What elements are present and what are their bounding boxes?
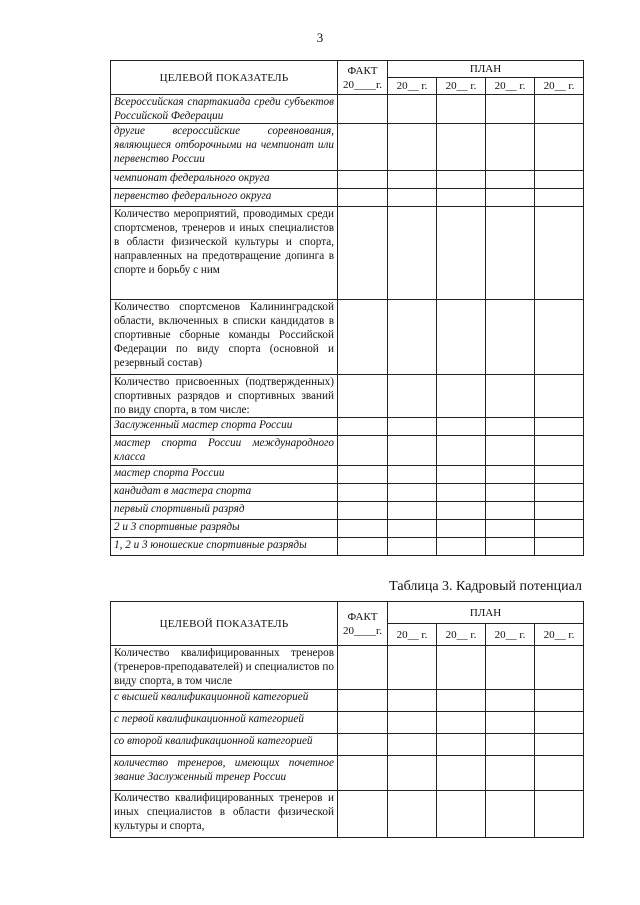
plan-value-cell[interactable] [437,207,486,300]
plan-value-cell[interactable] [535,538,584,556]
plan-value-cell[interactable] [535,95,584,124]
table-caption: Таблица 3. Кадровый потенциал [389,579,582,594]
plan-value-cell[interactable] [388,418,437,436]
plan-value-cell[interactable] [388,734,437,756]
plan-header: ПЛАН [388,602,584,624]
fact-value-cell[interactable] [338,734,388,756]
fact-value-cell[interactable] [338,484,388,502]
table-body [111,646,584,838]
indicator-cell: 2 и 3 спортивные разряды [111,520,338,538]
plan-value-cell[interactable] [486,712,535,734]
plan-value-cell[interactable] [535,712,584,734]
plan-value-cell[interactable] [535,791,584,838]
plan-value-cell[interactable] [437,189,486,207]
plan-value-cell[interactable] [535,436,584,466]
plan-year-1: 20__ г. [388,624,437,646]
fact-value-cell[interactable] [338,538,388,556]
indicator-cell: другие всероссийские соревнования, являющиеся отборочными на чемпионат или первенство России [111,124,338,171]
table-row [111,690,584,712]
fact-value-cell[interactable] [338,791,388,838]
plan-value-cell[interactable] [486,171,535,189]
plan-value-cell[interactable] [486,300,535,375]
plan-year-4: 20__ г. [535,624,584,646]
fact-value-cell[interactable] [338,418,388,436]
table-row [111,418,584,436]
fact-value-cell[interactable] [338,756,388,791]
table-body [111,95,584,556]
table-row [111,124,584,171]
table-indicators [110,60,584,556]
plan-value-cell[interactable] [486,124,535,171]
fact-value-cell[interactable] [338,712,388,734]
plan-value-cell[interactable] [388,124,437,171]
plan-value-cell[interactable] [388,375,437,418]
plan-value-cell[interactable] [388,646,437,690]
plan-value-cell[interactable] [437,484,486,502]
fact-value-cell[interactable] [338,124,388,171]
page-number: 3 [316,30,324,45]
plan-value-cell[interactable] [535,124,584,171]
fact-value-cell[interactable] [338,690,388,712]
table-row [111,791,584,838]
table-row [111,484,584,502]
table-row [111,646,584,690]
plan-value-cell[interactable] [535,484,584,502]
indicator-header: ЦЕЛЕВОЙ ПОКАЗАТЕЛЬ [111,61,338,95]
table-row [111,436,584,466]
plan-value-cell[interactable] [535,171,584,189]
plan-value-cell[interactable] [388,502,437,520]
plan-value-cell[interactable] [388,189,437,207]
plan-value-cell[interactable] [535,502,584,520]
plan-value-cell[interactable] [388,466,437,484]
fact-value-cell[interactable] [338,300,388,375]
plan-value-cell[interactable] [535,466,584,484]
table-row [111,734,584,756]
fact-value-cell[interactable] [338,95,388,124]
plan-value-cell[interactable] [437,646,486,690]
fact-value-cell[interactable] [338,189,388,207]
plan-value-cell[interactable] [486,484,535,502]
plan-value-cell[interactable] [486,418,535,436]
plan-year-2: 20__ г. [437,624,486,646]
plan-value-cell[interactable] [535,690,584,712]
plan-value-cell[interactable] [486,520,535,538]
table-row [111,520,584,538]
indicator-cell: мастер спорта России международного класса [111,436,338,466]
table-row [111,375,584,418]
plan-value-cell[interactable] [388,791,437,838]
indicator-cell: с высшей квалификационной категорией [111,690,338,712]
indicator-cell: мастер спорта России [111,466,338,484]
plan-value-cell[interactable] [535,375,584,418]
table-staff [110,601,584,838]
table-row [111,538,584,556]
plan-year-3: 20__ г. [486,78,535,95]
fact-header [338,61,388,95]
table-row [111,300,584,375]
plan-value-cell[interactable] [388,712,437,734]
table-row [111,502,584,520]
plan-value-cell[interactable] [486,502,535,520]
plan-year-2: 20__ г. [437,78,486,95]
plan-value-cell[interactable] [437,756,486,791]
plan-value-cell[interactable] [437,95,486,124]
plan-value-cell[interactable] [486,538,535,556]
indicator-cell: Количество спортсменов Калининградской области, включенных в списки кандидатов в спортивные сборные команды Российской Федерации по виду спорта (основной и резервный состав) [111,300,338,375]
fact-value-cell[interactable] [338,520,388,538]
plan-value-cell[interactable] [535,207,584,300]
plan-value-cell[interactable] [388,690,437,712]
plan-value-cell[interactable] [486,189,535,207]
plan-value-cell[interactable] [437,418,486,436]
indicator-cell: 1, 2 и 3 юношеские спортивные разряды [111,538,338,556]
fact-value-cell[interactable] [338,375,388,418]
plan-value-cell[interactable] [437,538,486,556]
table-row [111,189,584,207]
plan-value-cell[interactable] [388,520,437,538]
fact-year: 20____г. [342,624,383,637]
plan-value-cell[interactable] [486,375,535,418]
indicator-cell: Количество квалифицированных тренеров и иных специалистов в области физической культуры и спорта, [111,791,338,838]
plan-value-cell[interactable] [437,712,486,734]
plan-value-cell[interactable] [535,520,584,538]
indicator-cell: первенство федерального округа [111,189,338,207]
plan-value-cell[interactable] [486,791,535,838]
fact-value-cell[interactable] [338,502,388,520]
plan-value-cell[interactable] [388,538,437,556]
plan-value-cell[interactable] [535,300,584,375]
table-row [111,207,584,300]
plan-value-cell[interactable] [437,791,486,838]
plan-value-cell[interactable] [486,734,535,756]
indicator-cell: Заслуженный мастер спорта России [111,418,338,436]
plan-value-cell[interactable] [437,520,486,538]
plan-value-cell[interactable] [437,734,486,756]
plan-year-3: 20__ г. [486,624,535,646]
indicator-cell: Всероссийская спартакиада среди субъектов Российской Федерации [111,95,338,124]
indicator-cell: первый спортивный разряд [111,502,338,520]
indicator-cell: Количество квалифицированных тренеров (тренеров-преподавателей) и специалистов по виду спорта, в том числе [111,646,338,690]
plan-value-cell[interactable] [388,756,437,791]
fact-label: ФАКТ [347,610,378,623]
table-row [111,756,584,791]
plan-header: ПЛАН [388,61,584,78]
plan-value-cell[interactable] [437,300,486,375]
plan-value-cell[interactable] [437,436,486,466]
plan-value-cell[interactable] [388,300,437,375]
plan-value-cell[interactable] [486,646,535,690]
plan-value-cell[interactable] [388,171,437,189]
plan-value-cell[interactable] [486,436,535,466]
table-row [111,171,584,189]
indicator-cell: чемпионат федерального округа [111,171,338,189]
fact-value-cell[interactable] [338,436,388,466]
plan-value-cell[interactable] [437,375,486,418]
plan-value-cell[interactable] [535,646,584,690]
plan-value-cell[interactable] [388,484,437,502]
fact-year: 20____г. [342,78,383,91]
plan-value-cell[interactable] [437,690,486,712]
plan-value-cell[interactable] [388,207,437,300]
plan-value-cell[interactable] [437,466,486,484]
fact-value-cell[interactable] [338,171,388,189]
fact-label: ФАКТ [347,64,378,77]
indicator-cell: со второй квалификационной категорией [111,734,338,756]
fact-value-cell[interactable] [338,207,388,300]
table-row [111,95,584,124]
plan-value-cell[interactable] [486,95,535,124]
plan-year-4: 20__ г. [535,78,584,95]
plan-value-cell[interactable] [535,418,584,436]
indicator-cell: с первой квалификационной категорией [111,712,338,734]
table-row [111,712,584,734]
indicator-cell: Количество мероприятий, проводимых среди спортсменов, тренеров и иных специалистов в области физической культуры и спорта, направленных на предотвращение допинга в спорте и борьбу с ним [111,207,338,300]
fact-value-cell[interactable] [338,466,388,484]
plan-value-cell[interactable] [535,189,584,207]
plan-value-cell[interactable] [486,756,535,791]
plan-value-cell[interactable] [437,502,486,520]
fact-value-cell[interactable] [338,646,388,690]
indicator-header: ЦЕЛЕВОЙ ПОКАЗАТЕЛЬ [111,602,338,646]
plan-value-cell[interactable] [535,756,584,791]
fact-header [338,602,388,646]
plan-value-cell[interactable] [486,690,535,712]
plan-value-cell[interactable] [437,171,486,189]
indicator-cell: кандидат в мастера спорта [111,484,338,502]
plan-value-cell[interactable] [486,466,535,484]
indicator-cell: Количество присвоенных (подтвержденных) спортивных разрядов и спортивных званий по виду спорта, в том числе: [111,375,338,418]
indicator-cell: количество тренеров, имеющих почетное звание Заслуженный тренер России [111,756,338,791]
plan-value-cell[interactable] [388,436,437,466]
plan-value-cell[interactable] [486,207,535,300]
plan-value-cell[interactable] [535,734,584,756]
table-row [111,466,584,484]
plan-value-cell[interactable] [388,95,437,124]
plan-value-cell[interactable] [437,124,486,171]
plan-year-1: 20__ г. [388,78,437,95]
